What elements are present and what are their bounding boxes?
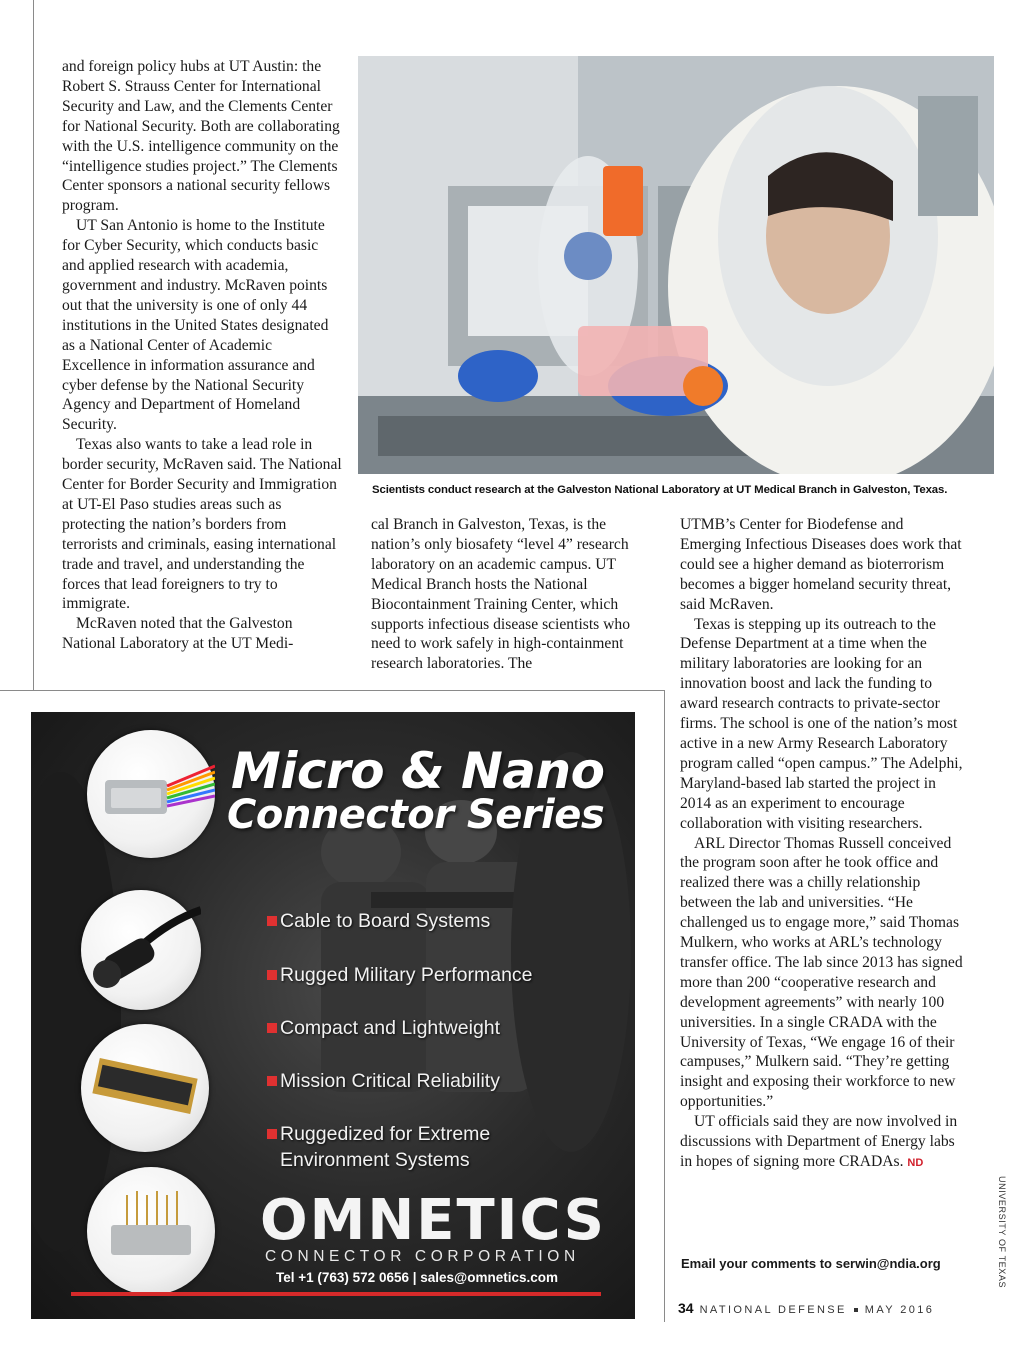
separator-dot: [854, 1308, 858, 1312]
issue-date: MAY 2016: [864, 1304, 935, 1316]
email-comments-line: Email your comments to serwin@ndia.org: [681, 1256, 941, 1271]
brand-subtitle: CONNECTOR CORPORATION: [265, 1248, 580, 1265]
red-bullet-icon: [267, 1076, 277, 1086]
ad-feature-item: Ruggedized for Extreme Environment Systems: [280, 1121, 490, 1173]
paragraph: UTMB’s Center for Biodefense and Emerging Infectious Diseases does work that could see a higher demand as bioterrorism becomes a bigger homeland security threat, said McRaven.: [680, 516, 962, 613]
ad-title-line1: Micro & Nano: [231, 742, 605, 800]
connector-image-1: [87, 730, 215, 858]
article-column-3: [680, 515, 964, 1174]
connector-image-3: [81, 1024, 209, 1152]
omnetics-logo: OMNETICS: [260, 1188, 606, 1253]
paragraph: cal Branch in Galveston, Texas, is the nation’s only biosafety “level 4” research laboratory on an academic campus. UT Medical Branch hosts the National Biocontainment Training Center, which supports infectious disease scientists who need to work safely in high-containment research laboratories. The: [371, 516, 630, 673]
paragraph: and foreign policy hubs at UT Austin: the Robert S. Strauss Center for International Security and Law, and the Clements Center for National Security. Both are collaborating with the U.S. intelligence community on the “intelligence studies project.” The Clements Center sponsors a national security fellows program.: [62, 58, 340, 215]
article-column-2: [371, 515, 653, 674]
page-number: 34: [678, 1300, 694, 1316]
page-footer: [678, 1300, 934, 1316]
column-rule-left: [33, 0, 34, 690]
circular-connector-icon: [81, 890, 201, 1010]
publication-name: NATIONAL DEFENSE: [699, 1304, 847, 1316]
ad-title-line2: Connector Series: [227, 792, 605, 838]
board-connector-icon: [87, 1167, 215, 1295]
ad-border-top: [0, 690, 665, 691]
connector-image-4: [87, 1167, 215, 1295]
paragraph: Texas also wants to take a lead role in border security, McRaven said. The National Center for Border Security and Immigration at UT-El Paso studies areas such as protecting the nation’s borders from terrorists and criminals, easing international trade and travel, and understanding the forces that lead foreigners to try to immigrate.: [62, 436, 342, 613]
lab-photo: [358, 56, 994, 474]
ad-border-right: [664, 690, 665, 1322]
paragraph: [680, 1112, 964, 1174]
paragraph: UT San Antonio is home to the Institute for Cyber Security, which conducts basic and applied research with academia, government and industry. McRaven points out that the university is one of only 44 institutions in the United States designated as a National Center of Academic Excellence in information assurance and cyber defense by the National Security Agency and Department of Homeland Security.: [62, 217, 329, 434]
photo-credit: UNIVERSITY OF TEXAS: [997, 1176, 1007, 1289]
ad-feature-item: Cable to Board Systems: [280, 908, 490, 934]
paragraph: McRaven noted that the Galveston National Laboratory at the UT Medi-: [62, 615, 294, 653]
paragraph: ARL Director Thomas Russell conceived the program soon after he took office and realized there was a chilly relationship between the lab and universities. “He challenged us to engage more,” said Thomas Mulkern, who works at ARL’s technology transfer office. The lab since 2013 has signed more than 200 “cooperative research and development agreements” with nearly 100 universities. In a single CRADA with the University of Texas, “We engage 16 of their campuses,” Mulkern said. “They’re getting insight and exposing their workforce to new opportunities.”: [680, 834, 963, 1111]
nano-strip-connector-icon: [81, 1024, 209, 1152]
red-bullet-icon: [267, 1129, 277, 1139]
ad-red-bar: [71, 1292, 601, 1296]
ad-contact-line[interactable]: Tel +1 (763) 572 0656 | sales@omnetics.com: [276, 1270, 558, 1285]
omnetics-advertisement[interactable]: [31, 712, 635, 1319]
paragraph-text: UT officials said they are now involved in discussions with Department of Energy labs in hopes of signing more CRADAs.: [680, 1113, 958, 1170]
red-bullet-icon: [267, 1023, 277, 1033]
photo-caption: Scientists conduct research at the Galveston National Laboratory at UT Medical Branch in Galveston, Texas.: [372, 484, 948, 496]
micro-connector-icon: [87, 730, 215, 858]
ad-feature-item: Compact and Lightweight: [280, 1015, 500, 1041]
red-bullet-icon: [267, 916, 277, 926]
lab-photo-illustration: [358, 56, 994, 474]
paragraph: Texas is stepping up its outreach to the Defense Department at a time when the military laboratories are looking for an innovation boost and lack the funding to award research contracts to private-sector firms. The school is one of the nation’s most active in a new Army Research Laboratory program called “open campus.” The Adelphi, Maryland-based lab started the project in 2014 as an experiment to encourage collaboration with visiting researchers.: [680, 615, 963, 832]
red-bullet-icon: [267, 970, 277, 980]
connector-image-2: [81, 890, 201, 1010]
article-column-1: [62, 57, 344, 654]
end-mark: ND: [907, 1157, 924, 1169]
ad-feature-item: Mission Critical Reliability: [280, 1068, 500, 1094]
ad-feature-item: Rugged Military Performance: [280, 962, 533, 988]
